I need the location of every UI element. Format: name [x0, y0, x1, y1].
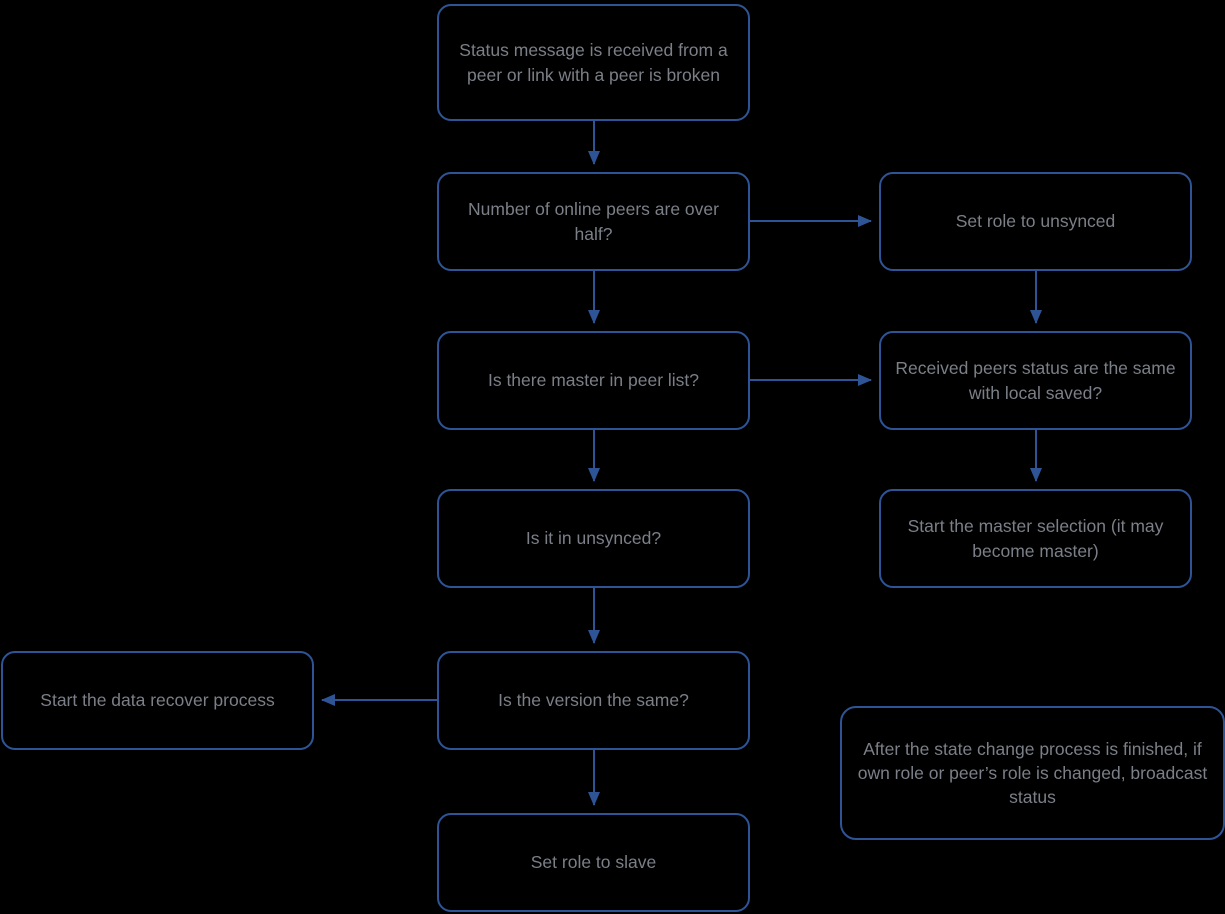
node-received-peers-status-same[interactable] [879, 331, 1192, 430]
node-label: Is there master in peer list? [487, 370, 700, 391]
node-label: After the state change process is finished, if own role or peer’s role is changed, broadcast status [857, 738, 1208, 808]
node-label: Status message is received from a peer or link with a peer is broken [459, 40, 728, 85]
node-set-role-unsynced[interactable] [879, 172, 1192, 271]
node-label: Start the master selection (it may become master) [907, 516, 1164, 561]
node-label: Is it in unsynced? [525, 528, 662, 549]
node-label: Set role to unsynced [955, 211, 1116, 232]
node-label: Received peers status are the same with local saved? [895, 358, 1176, 403]
node-label: Start the data recover process [40, 690, 275, 711]
node-is-version-same[interactable] [437, 651, 750, 750]
node-start-master-selection[interactable] [879, 489, 1192, 588]
node-set-role-slave[interactable] [437, 813, 750, 912]
node-broadcast-note[interactable] [840, 706, 1225, 840]
node-label: Set role to slave [530, 852, 657, 873]
node-is-it-in-unsynced[interactable] [437, 489, 750, 588]
node-online-peers-over-half[interactable] [437, 172, 750, 271]
node-master-in-peer-list[interactable] [437, 331, 750, 430]
node-start-data-recover[interactable] [1, 651, 314, 750]
node-label: Number of online peers are over half? [468, 199, 719, 244]
node-label: Is the version the same? [498, 690, 689, 711]
node-status-message-received[interactable] [437, 4, 750, 121]
